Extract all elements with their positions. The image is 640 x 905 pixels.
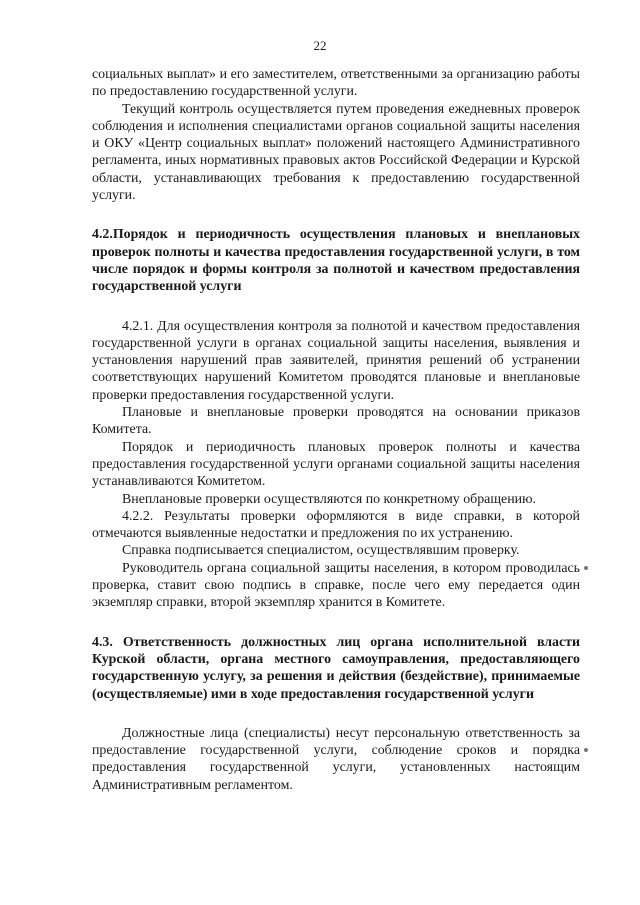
section-heading-4-2: 4.2.Порядок и периодичность осуществления плановых и внеплановых проверок полноты и качества предоставления государственной услуги, в том числе порядок и формы контроля за полнотой и качеством предоставления государственной услуги xyxy=(92,227,580,295)
paragraph: Порядок и периодичность плановых проверок полноты и качества предоставления государственной услуги органами социальной защиты населения устанавливаются Комитетом. xyxy=(92,439,580,490)
paragraph: Должностные лица (специалисты) несут персональную ответственность за предоставление государственной услуги, соблюдение сроков и порядка предоставления государственной услуги, установленных настоящим Административным регламентом. xyxy=(92,725,580,793)
paragraph: Справка подписывается специалистом, осуществлявшим проверку. xyxy=(122,543,520,559)
paragraph: 4.2.2. Результаты проверки оформляются в виде справки, в которой отмечаются выявленные недостатки и предложения по их устранению. xyxy=(92,508,580,542)
paragraph: Текущий контроль осуществляется путем проведения ежедневных проверок соблюдения и исполнения специалистами органов социальной защиты населения и ОКУ «Центр социальных выплат» положений настоящего Административного регламента, иных нормативных правовых актов Российской Федерации и Курской области, устанавливающих требования к предоставлению государственной услуги. xyxy=(92,101,580,204)
paragraph: социальных выплат» и его заместителем, ответственными за организацию работы по предоставлению государственной услуги. xyxy=(92,67,580,100)
page-number: 22 xyxy=(313,38,327,53)
paragraph: Внеплановые проверки осуществляются по конкретному обращению. xyxy=(122,491,536,507)
scan-speck xyxy=(584,748,588,752)
scan-speck xyxy=(584,566,588,570)
paragraph: Плановые и внеплановые проверки проводятся на основании приказов Комитета. xyxy=(92,405,580,438)
paragraph: Руководитель органа социальной защиты населения, в котором проводилась проверка, ставит свою подпись в справке, после чего ему передается один экземпляр справки, второй экземпляр хранится в Комитете. xyxy=(92,560,580,611)
page-content xyxy=(92,66,580,794)
paragraph: 4.2.1. Для осуществления контроля за полнотой и качеством предоставления государственной услуги в органах социальной защиты населения, выявления и установления нарушений прав заявителей, принятия решений об устранении соответствующих нарушений Комитетом проводятся плановые и внеплановые проверки предоставления государственной услуги. xyxy=(92,318,580,403)
section-heading-4-3: 4.3. Ответственность должностных лиц органа исполнительной власти Курской области, органа местного самоуправления, предоставляющего государственную услугу, за решения и действия (бездействие), принимаемые (осуществляемые) ими в ходе предоставления государственной услуги xyxy=(92,634,580,702)
